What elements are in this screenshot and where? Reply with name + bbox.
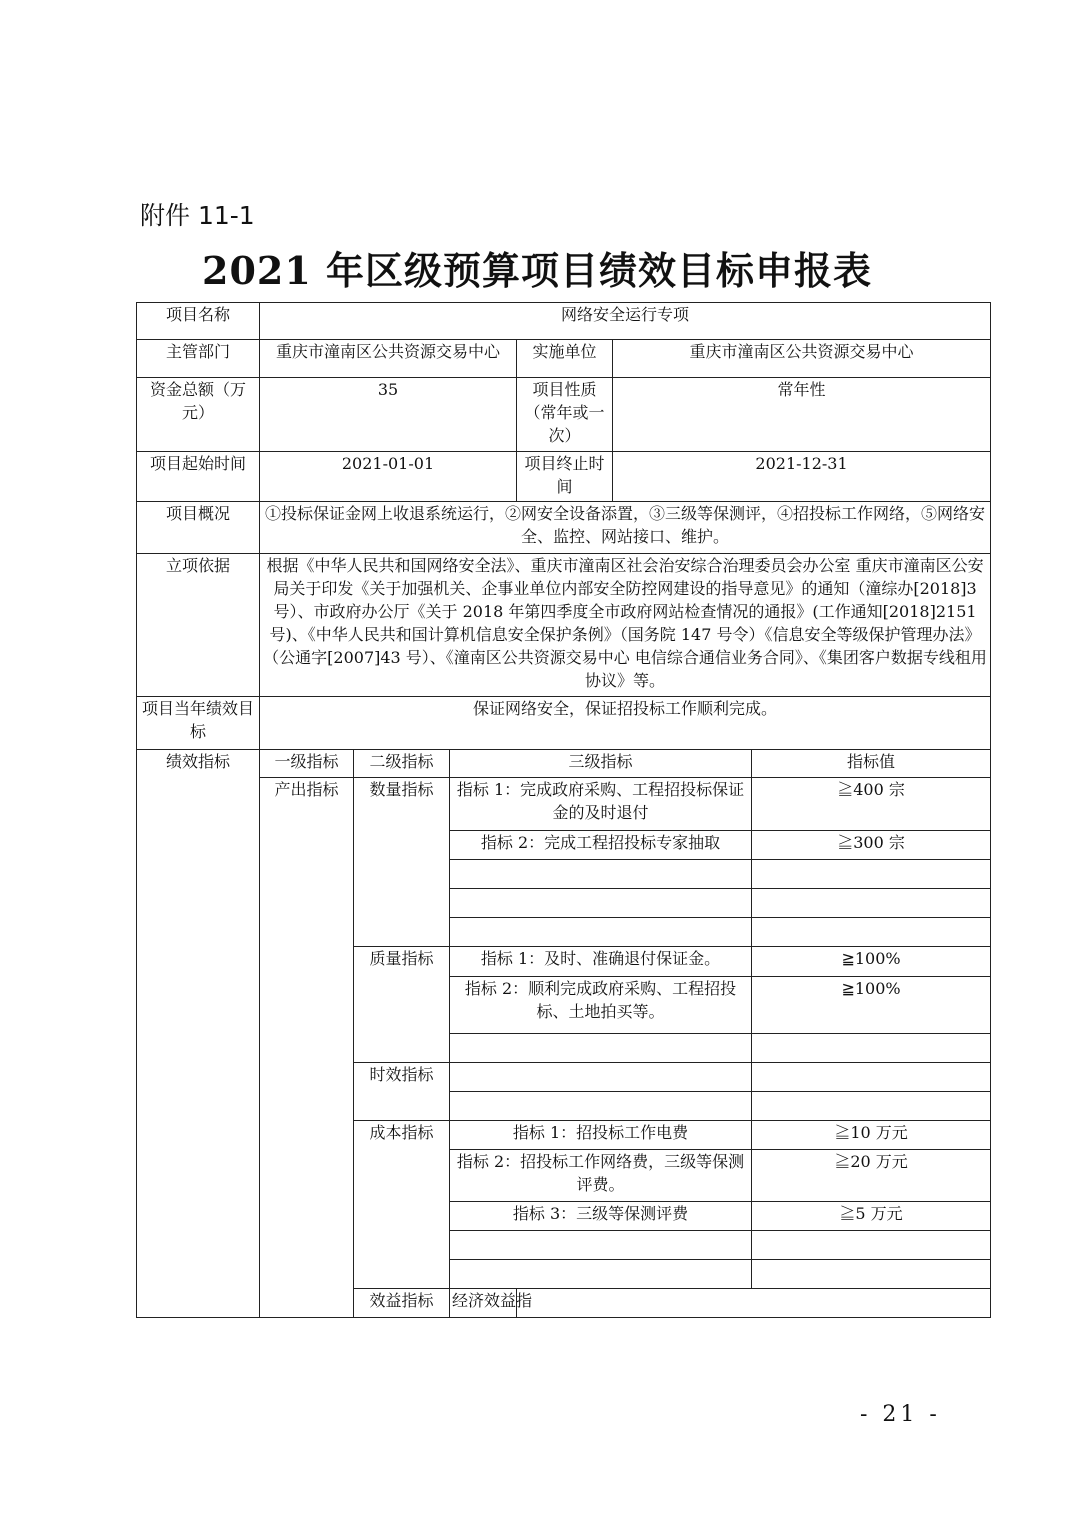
empty-cell: [450, 889, 752, 918]
quality-indicator-1-value: ≧100%: [752, 947, 991, 977]
empty-cell: [450, 1034, 752, 1063]
quality-indicator-1: 指标 1：及时、准确退付保证金。: [450, 947, 752, 977]
empty-cell: [450, 918, 752, 947]
empty-cell: [752, 860, 991, 889]
end-value: 2021-12-31: [613, 452, 991, 502]
col-value-header: 指标值: [752, 750, 991, 778]
cost-indicator-label: 成本指标: [354, 1121, 450, 1289]
cost-indicator-2: 指标 2：招投标工作网络费，三级等保测评费。: [450, 1150, 752, 1202]
nature-value: 常年性: [613, 378, 991, 452]
empty-cell: [752, 889, 991, 918]
cost-indicator-3: 指标 3：三级等保测评费: [450, 1202, 752, 1231]
goal-value: 保证网络安全，保证招投标工作顺利完成。: [260, 697, 991, 750]
quantity-indicator-2-value: ≧300 宗: [752, 831, 991, 860]
quality-indicator-2: 指标 2：顺利完成政府采购、工程招投标、土地拍买等。: [450, 977, 752, 1034]
overview-value: ①投标保证金网上收退系统运行，②网安全设备添置，③三级等保测评，④招投标工作网络，⑤网络安全、监控、网站接口、维护。: [260, 502, 991, 554]
unit-label: 实施单位: [517, 340, 613, 378]
unit-value: 重庆市潼南区公共资源交易中心: [613, 340, 991, 378]
project-name-label: 项目名称: [137, 303, 260, 340]
empty-cell: [450, 1260, 752, 1289]
attachment-number: 附件 11-1: [140, 201, 255, 230]
cost-indicator-2-value: ≧20 万元: [752, 1150, 991, 1202]
timeliness-indicator-label: 时效指标: [354, 1063, 450, 1121]
quality-indicator-2-value: ≧100%: [752, 977, 991, 1034]
indicators-label: 绩效指标: [137, 750, 260, 1318]
quantity-indicator-2: 指标 2：完成工程招投标专家抽取: [450, 831, 752, 860]
project-name-value: 网络安全运行专项: [260, 303, 991, 340]
empty-cell: [517, 1289, 991, 1318]
empty-cell: [450, 860, 752, 889]
start-value: 2021-01-01: [260, 452, 517, 502]
funds-value: 35: [260, 378, 517, 452]
start-label: 项目起始时间: [137, 452, 260, 502]
empty-cell: [450, 1231, 752, 1260]
page-number: - 21 -: [860, 1402, 941, 1427]
performance-form-table: [136, 302, 991, 1318]
benefit-indicator-label: 效益指标: [354, 1289, 450, 1318]
basis-label: 立项依据: [137, 554, 260, 697]
quantity-indicator-1-value: ≧400 宗: [752, 778, 991, 831]
goal-label: 项目当年绩效目标: [137, 697, 260, 750]
empty-cell: [752, 1034, 991, 1063]
dept-value: 重庆市潼南区公共资源交易中心: [260, 340, 517, 378]
dept-label: 主管部门: [137, 340, 260, 378]
empty-cell: [752, 1063, 991, 1092]
empty-cell: [752, 1092, 991, 1121]
empty-cell: [752, 1231, 991, 1260]
quantity-indicator-label: 数量指标: [354, 778, 450, 947]
end-label: 项目终止时间: [517, 452, 613, 502]
empty-cell: [752, 918, 991, 947]
cost-indicator-3-value: ≧5 万元: [752, 1202, 991, 1231]
output-indicator-label: 产出指标: [260, 778, 354, 1318]
cost-indicator-1-value: ≧10 万元: [752, 1121, 991, 1150]
page-title: 2021 年区级预算项目绩效目标申报表: [202, 248, 872, 293]
quality-indicator-label: 质量指标: [354, 947, 450, 1063]
empty-cell: [752, 1260, 991, 1289]
basis-value: 根据《中华人民共和国网络安全法》、重庆市潼南区社会治安综合治理委员会办公室 重庆市潼南区公安局关于印发《关于加强机关、企事业单位内部安全防控网建设的指导意见》的通知（潼综办[2018]3 号）、市政府办公厅《关于 2018 年第四季度全市政府网站检查情况的通报》(工作通知[2018]2151 号)、《中华人民共和国计算机信息安全保护条例》（国务院 147 号令）《信息安全等级保护管理办法》（公通字[2007]43 号）、《潼南区公共资源交易中心 电信综合通信业务合同》、《集团客户数据专线租用协议》等。: [260, 554, 991, 697]
economic-benefit-label: 经济效益指: [450, 1289, 517, 1318]
empty-cell: [450, 1092, 752, 1121]
nature-label: 项目性质（常年或一次）: [517, 378, 613, 452]
col-level2-header: 二级指标: [354, 750, 450, 778]
overview-label: 项目概况: [137, 502, 260, 554]
col-level3-header: 三级指标: [450, 750, 752, 778]
empty-cell: [450, 1063, 752, 1092]
quantity-indicator-1: 指标 1：完成政府采购、工程招投标保证金的及时退付: [450, 778, 752, 831]
cost-indicator-1: 指标 1：招投标工作电费: [450, 1121, 752, 1150]
funds-label: 资金总额（万元）: [137, 378, 260, 452]
col-level1-header: 一级指标: [260, 750, 354, 778]
